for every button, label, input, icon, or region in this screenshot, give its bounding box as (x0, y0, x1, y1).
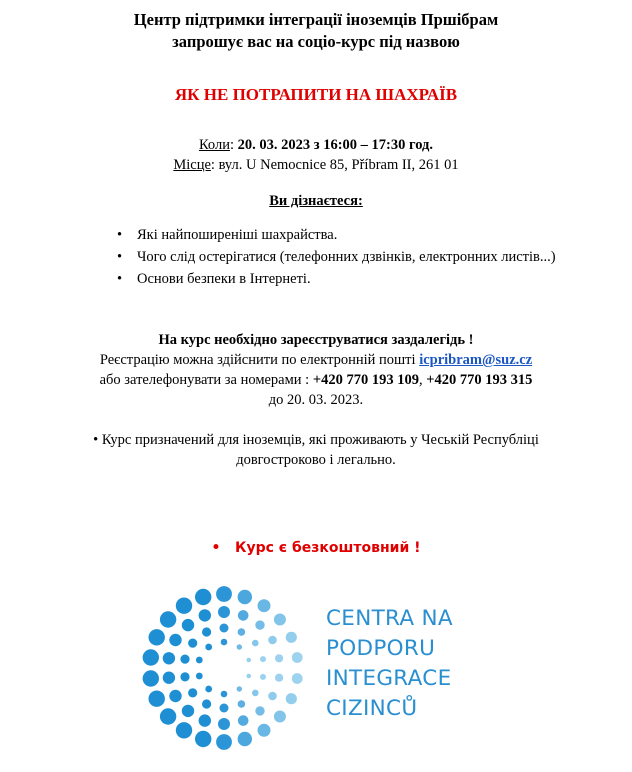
logo-dot (255, 620, 264, 629)
logo-dot (180, 655, 189, 664)
logo-dot (216, 586, 232, 602)
logo-dot (237, 686, 242, 691)
logo-dot (149, 629, 165, 645)
logo-dot (238, 700, 246, 708)
logo-dot (196, 673, 203, 680)
logo-dot (182, 705, 194, 717)
logo-dot (255, 706, 264, 715)
logo-dot (238, 732, 252, 746)
logo-dot (246, 674, 251, 679)
logo-line: CENTRA NA (326, 606, 453, 631)
logo-dot (260, 674, 266, 680)
logo-dot (180, 672, 189, 681)
bullet-icon: • (117, 249, 123, 265)
registration-heading: На курс необхідно зареєструватися заздалегідь ! (158, 332, 474, 348)
where-label: Місце (173, 157, 211, 173)
logo-dot (275, 674, 283, 682)
logo-dot (221, 691, 228, 698)
logo-dot (274, 614, 286, 626)
logo-dot (188, 688, 197, 697)
logo-dot (195, 731, 211, 747)
logo-dot (169, 634, 181, 646)
phone-number-1: +420 770 193 109 (312, 372, 419, 388)
logo-dot (246, 658, 251, 663)
registration-phone-line: або зателефонувати за номерами : +420 770 193 109, +420 770 193 315 (99, 372, 533, 388)
logo-dot (286, 632, 297, 643)
logo-dot (182, 619, 194, 631)
logo-dot (238, 610, 249, 621)
logo-dot (169, 690, 181, 702)
logo-dot (218, 606, 230, 618)
logo-dot (199, 609, 211, 621)
title-line-2: запрошує вас на соціо-курс під назвою (172, 32, 460, 51)
event-details (0, 135, 632, 175)
logo-dot (275, 654, 283, 662)
registration-email-line: Реєстрацію можна здійснити по електронній пошті icpribram@suz.cz (99, 352, 533, 368)
when-label: Коли (198, 137, 230, 153)
centre-logo-icon (142, 586, 306, 750)
logo-dot (163, 672, 175, 684)
logo-dot (143, 649, 159, 665)
logo-line: PODPORU (326, 636, 436, 661)
logo-dot (160, 611, 176, 627)
logo-dot (160, 708, 176, 724)
logo-dot (274, 711, 286, 723)
logo-dot (268, 636, 277, 645)
free-course-notice (0, 540, 632, 556)
logo-dot (202, 699, 211, 708)
logo-dot (252, 640, 259, 647)
logo-dot (176, 598, 192, 614)
registration-deadline: до 20. 03. 2023. (268, 392, 364, 408)
logo-line: CIZINCŮ (326, 696, 418, 721)
registration-block (0, 330, 632, 410)
logo-dot (252, 690, 259, 697)
when-line: Коли: 20. 03. 2023 з 16:00 – 17:30 год. (198, 137, 434, 153)
logo-dot (221, 639, 228, 646)
free-course-text: Курс є безкоштовний ! (235, 540, 421, 556)
eligibility-note: • Курс призначений для іноземців, які проживають у Чеській Республіці довгостроково і легально. (93, 432, 539, 468)
logo-dot (286, 693, 297, 704)
logo-dot (220, 624, 229, 633)
logo-dot (205, 644, 212, 651)
where-value: : вул. U Nemocnice 85, Příbram II, 261 01 (210, 157, 459, 173)
logo-wordmark (326, 604, 453, 724)
logo-dot (176, 722, 192, 738)
course-headline: ЯК НЕ ПОТРАПИТИ НА ШАХРАЇВ (174, 85, 458, 104)
logo-line: INTEGRACE (326, 666, 452, 691)
logo-dot (258, 724, 271, 737)
list-item: • Які найпоширеніші шахрайства. (117, 227, 338, 243)
logo-dot (238, 590, 252, 604)
where-line (0, 155, 632, 175)
logo-dot (196, 657, 203, 664)
logo-dot (268, 692, 277, 701)
logo-dot (163, 652, 175, 664)
when-value: 20. 03. 2023 з 16:00 – 17:30 год. (237, 137, 434, 153)
bullet-icon: • (117, 271, 123, 287)
list-item: • Основи безпеки в Інтернеті. (117, 271, 311, 287)
logo-dot (220, 704, 229, 713)
logo-dot (238, 715, 249, 726)
logo-dot (202, 627, 211, 636)
phone-number-2: +420 770 193 315 (426, 372, 533, 388)
logo-dot (237, 644, 242, 649)
title-block (0, 9, 632, 53)
bullet-icon: • (211, 540, 221, 556)
logo-dot (205, 686, 212, 693)
logo-dot (149, 691, 165, 707)
learn-heading: Ви дізнаєтеся: (269, 193, 363, 209)
logo-dot (143, 670, 159, 686)
logo-dot (188, 639, 197, 648)
bullet-icon: • (117, 227, 123, 243)
logo-dot (292, 673, 303, 684)
topics-list (117, 226, 557, 292)
logo-dot (199, 714, 211, 726)
logo-dot (195, 589, 211, 605)
logo-dot (216, 734, 232, 750)
email-link[interactable]: icpribram@suz.cz (419, 352, 533, 368)
list-item: • Чого слід остерігатися (телефонних дзвінків, електронних листів...) (117, 249, 556, 265)
logo-dot (218, 718, 230, 730)
title-line-1: Центр підтримки інтеграції іноземців Пршібрам (133, 10, 499, 29)
logo-dot (238, 628, 246, 636)
logo-dot (292, 652, 303, 663)
logo-dot (260, 656, 266, 662)
logo-dot (258, 599, 271, 612)
